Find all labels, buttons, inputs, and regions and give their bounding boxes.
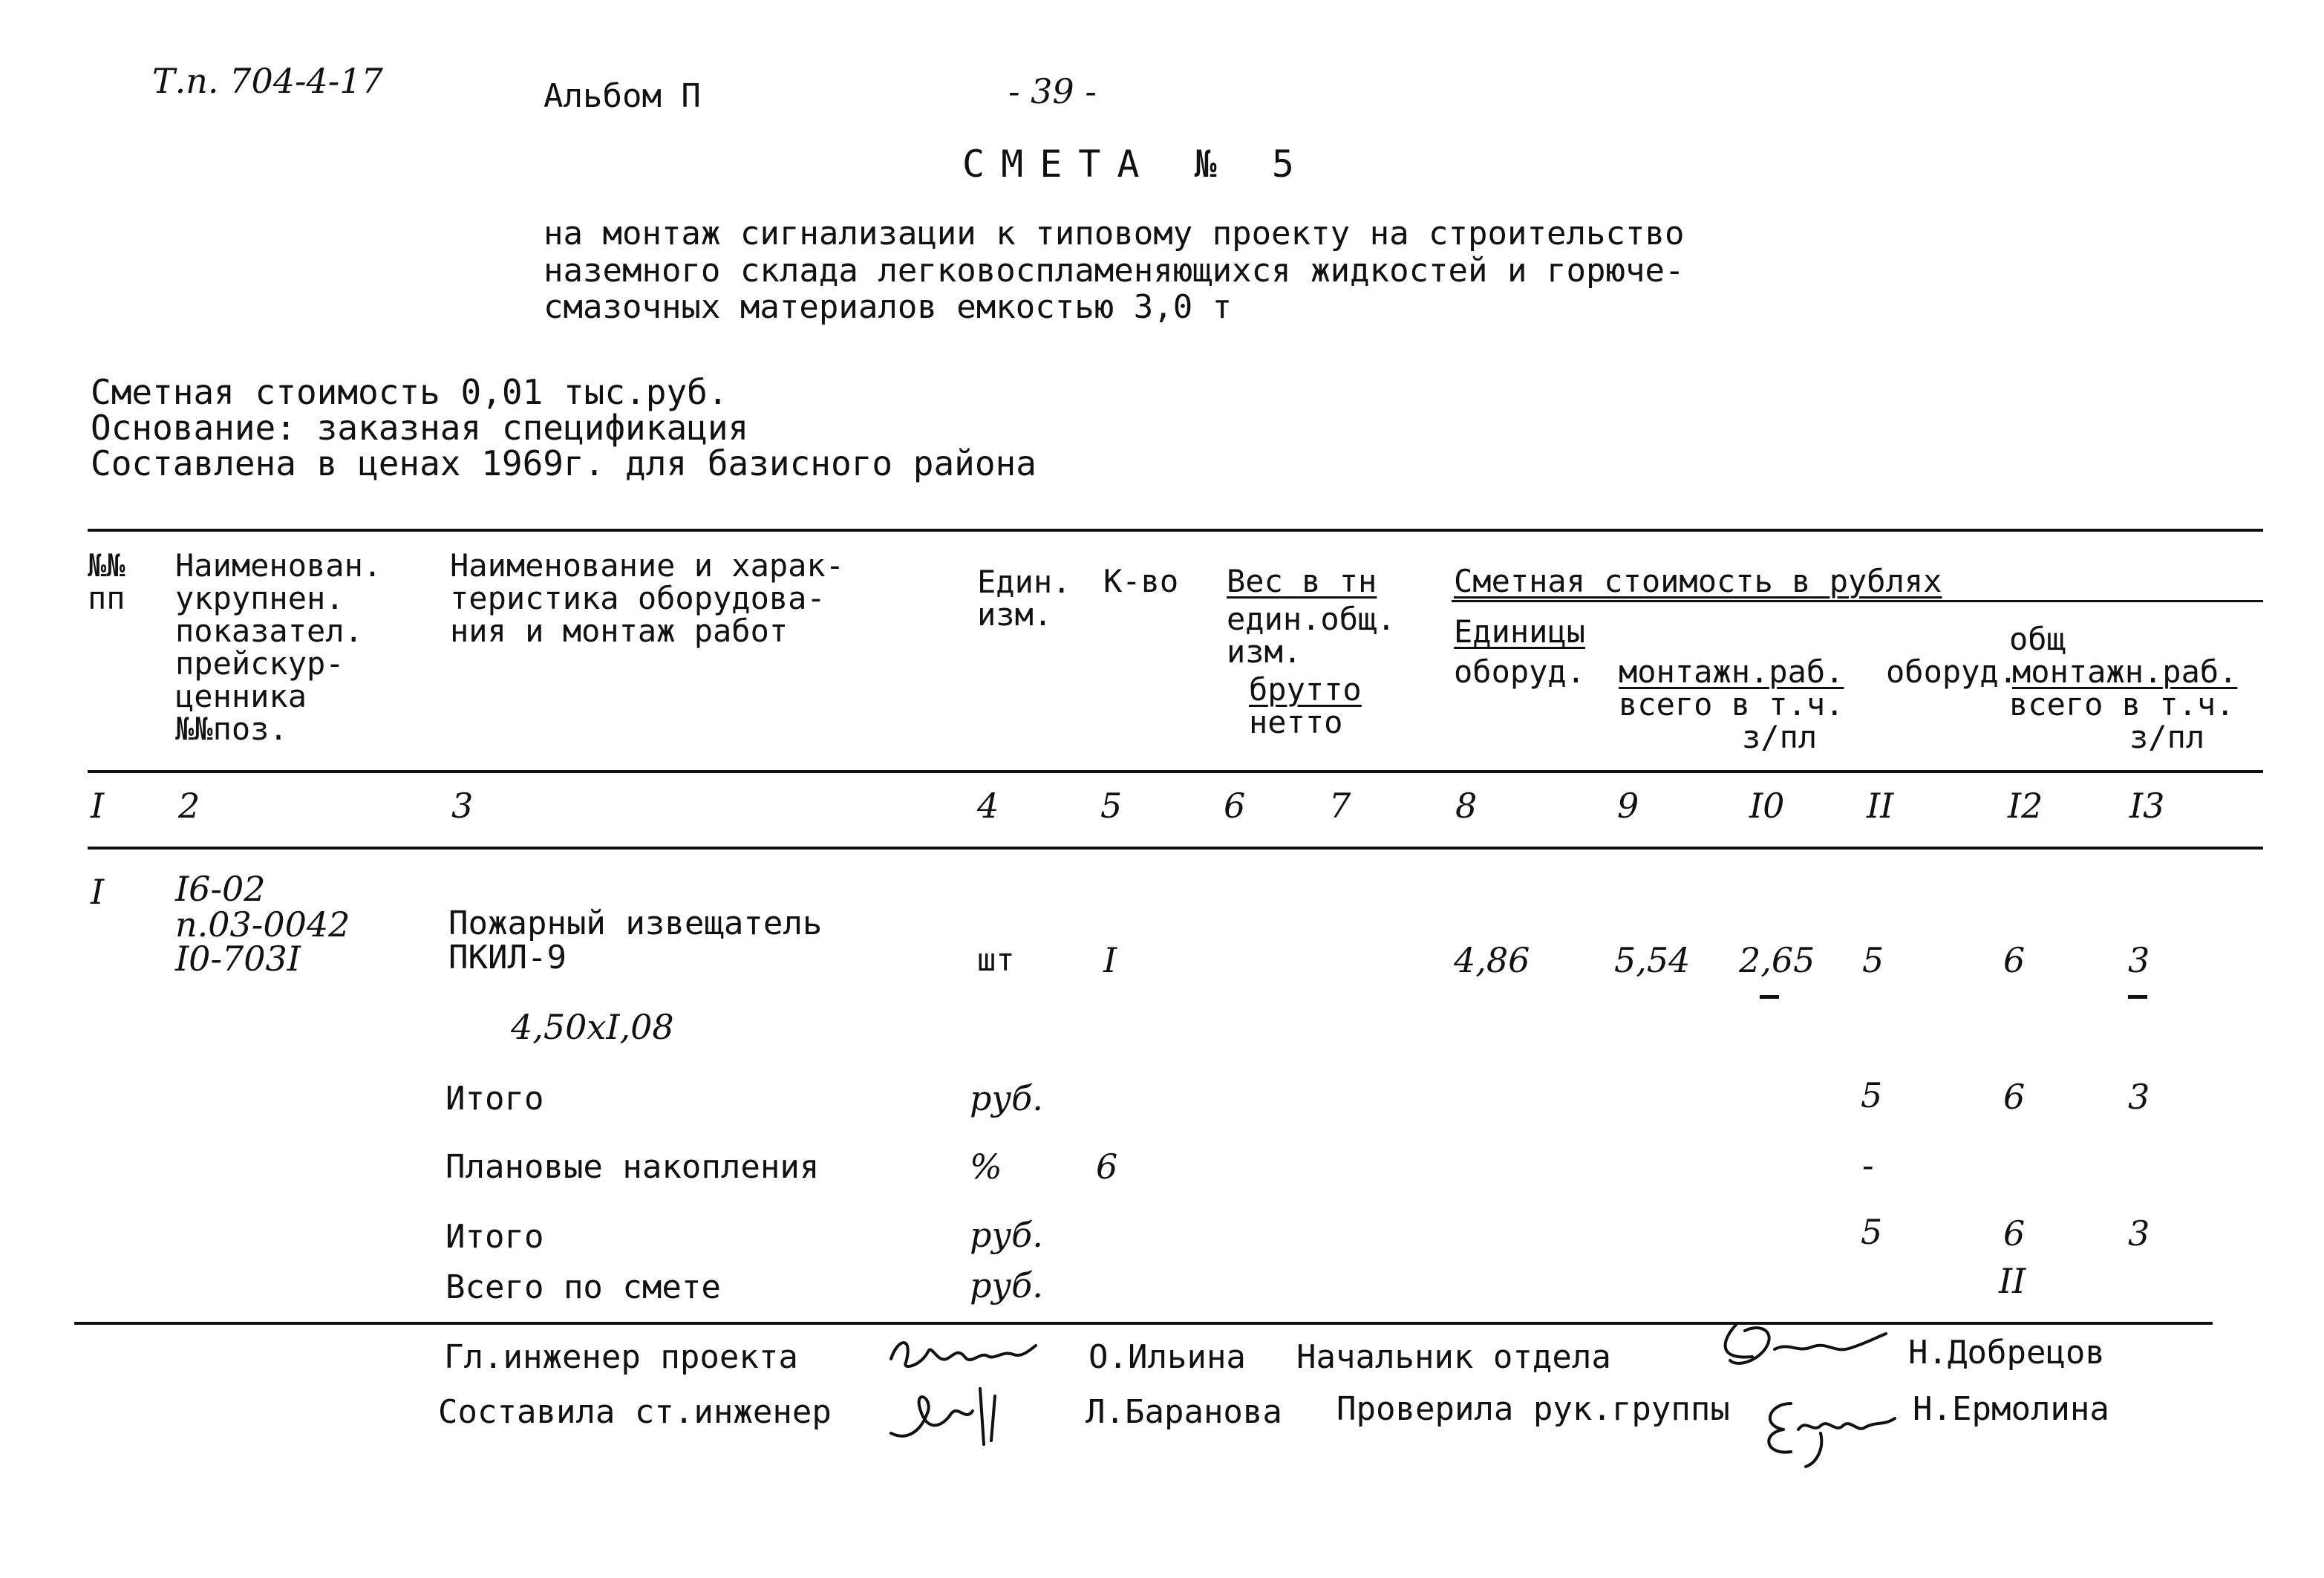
summary-label-3: Итого [445,1218,544,1256]
row-c11: 5 [1862,940,1884,980]
summary-unit-4: руб. [970,1265,1043,1305]
chief-engineer-signature [884,1329,1039,1374]
header-col-unit: Един. изм. [977,564,1071,633]
col-num-7: 7 [1329,786,1351,826]
compiled-by-title: Составила ст.инженер [438,1393,832,1431]
header-vsego-2: всего в т.ч. [2009,686,2235,723]
header-mont-total: монтажн.раб. [2012,653,2238,690]
summary-c12-4: II [1999,1261,2026,1301]
subtitle-line-2: наземного склада легковоспламеняющихся жидкостей и горюче- [544,252,1685,290]
col-num-9: 9 [1617,786,1639,826]
row-c10-rounding-mark [1760,995,1779,999]
summary-label-4: Всего по смете [445,1268,721,1306]
row-unit: шт [977,942,1015,978]
col-num-3: 3 [451,786,474,826]
summary-c11-2: - [1862,1145,1874,1185]
header-netto: нетто [1249,704,1343,740]
summary-c12-1: 6 [2003,1077,2026,1117]
subtitle-line-3: смазочных материалов емкостью 3,0 т [544,288,1233,326]
row-number: I [91,872,105,912]
header-equip-unit: оборуд. [1454,653,1586,690]
row-name-1: Пожарный извещатель [448,904,823,942]
compiled-by-signature [884,1381,1032,1448]
subtitle-line-1: на монтаж сигнализации к типовому проекту на строительство [544,215,1685,252]
header-vsego-1: всего в т.ч. [1619,686,1844,723]
row-c13-rounding-mark [2128,995,2147,999]
checked-by-signature [1754,1389,1917,1470]
head-of-department-title: Начальник отдела [1296,1338,1611,1376]
table-top-rule [88,529,2263,532]
row-formula: 4,50xI,08 [511,1007,674,1047]
compiled-by-name: Л.Баранова [1086,1393,1282,1431]
column-number-rule [88,847,2263,850]
head-of-department-signature [1708,1316,1893,1375]
header-bottom-rule [88,770,2263,773]
head-of-department-name: Н.Добрецов [1908,1334,2105,1372]
col-num-8: 8 [1455,786,1478,826]
header-col-code: Наименован. укрупнен. показател. прейскур- ценника №№поз. [175,547,382,747]
row-code-3: I0-703I [175,939,301,979]
header-units-group: Единицы [1454,613,1586,650]
info-basis: Основание: заказная спецификация [91,408,749,448]
summary-label-1: Итого [445,1080,544,1118]
row-code-1: I6-02 [175,869,266,909]
row-name-2: ПКИЛ-9 [448,939,567,977]
summary-unit-1: руб. [970,1078,1043,1118]
checked-by-name: Н.Ермолина [1913,1390,2109,1428]
summary-c12-3: 6 [2003,1213,2026,1253]
cost-group-rule [1452,600,2263,602]
summary-c13-3: 3 [2128,1213,2150,1253]
row-c12: 6 [2003,940,2026,980]
chief-engineer-title: Гл.инженер проекта [444,1338,798,1376]
checked-by-title: Проверила рук.группы [1336,1390,1730,1428]
header-weight-sub: един.общ. изм. [1227,601,1396,670]
header-mont-unit: монтажн.раб. [1619,653,1844,690]
header-totals-group: общ [2009,621,2066,657]
row-c13: 3 [2128,940,2150,980]
col-num-10: I0 [1749,786,1785,826]
info-cost: Сметная стоимость 0,01 тыс.руб. [91,372,728,412]
summary-c11-1: 5 [1861,1075,1883,1115]
header-cost-group: Сметная стоимость в рублях [1454,563,1942,599]
header-zpl-1: з/пл [1742,719,1818,755]
summary-qty-2: 6 [1096,1147,1118,1187]
summary-c11-3: 5 [1861,1212,1883,1252]
col-num-12: I2 [2008,786,2043,826]
summary-unit-3: руб. [970,1215,1043,1255]
header-zpl-2: з/пл [2129,719,2205,755]
col-num-6: 6 [1224,786,1246,826]
row-c10: 2,65 [1739,940,1815,980]
summary-c13-1: 3 [2128,1077,2150,1117]
row-code-2: п.03-0042 [175,904,350,945]
row-qty: I [1103,940,1117,980]
header-brutto: брутто [1249,671,1362,708]
row-c9: 5,54 [1614,940,1691,980]
col-num-5: 5 [1100,786,1123,826]
document-title: СМЕТА № 5 [962,143,1310,186]
summary-label-2: Плановые накопления [445,1148,820,1186]
header-col-name: Наименование и харак- теристика оборудова- ния и монтаж работ [450,547,845,649]
col-num-13: I3 [2129,786,2165,826]
chief-engineer-name: О.Ильина [1088,1338,1246,1376]
project-code: Т.п. 704-4-17 [152,61,383,101]
col-num-11: II [1867,786,1894,826]
row-c8: 4,86 [1454,940,1530,980]
col-num-4: 4 [977,786,999,826]
summary-unit-2: % [970,1147,1002,1187]
album-label: Альбом П [544,77,701,115]
header-col-qty: К-во [1103,563,1179,599]
header-equip-total: оборуд. [1886,653,2018,690]
col-num-1: I [91,786,105,826]
page-number: - 39 - [1008,71,1097,111]
col-num-2: 2 [178,786,200,826]
header-col-number: №№ пп [88,547,125,616]
info-prices: Составлена в ценах 1969г. для базисного района [91,443,1037,483]
header-weight: Вес в тн [1227,563,1377,599]
